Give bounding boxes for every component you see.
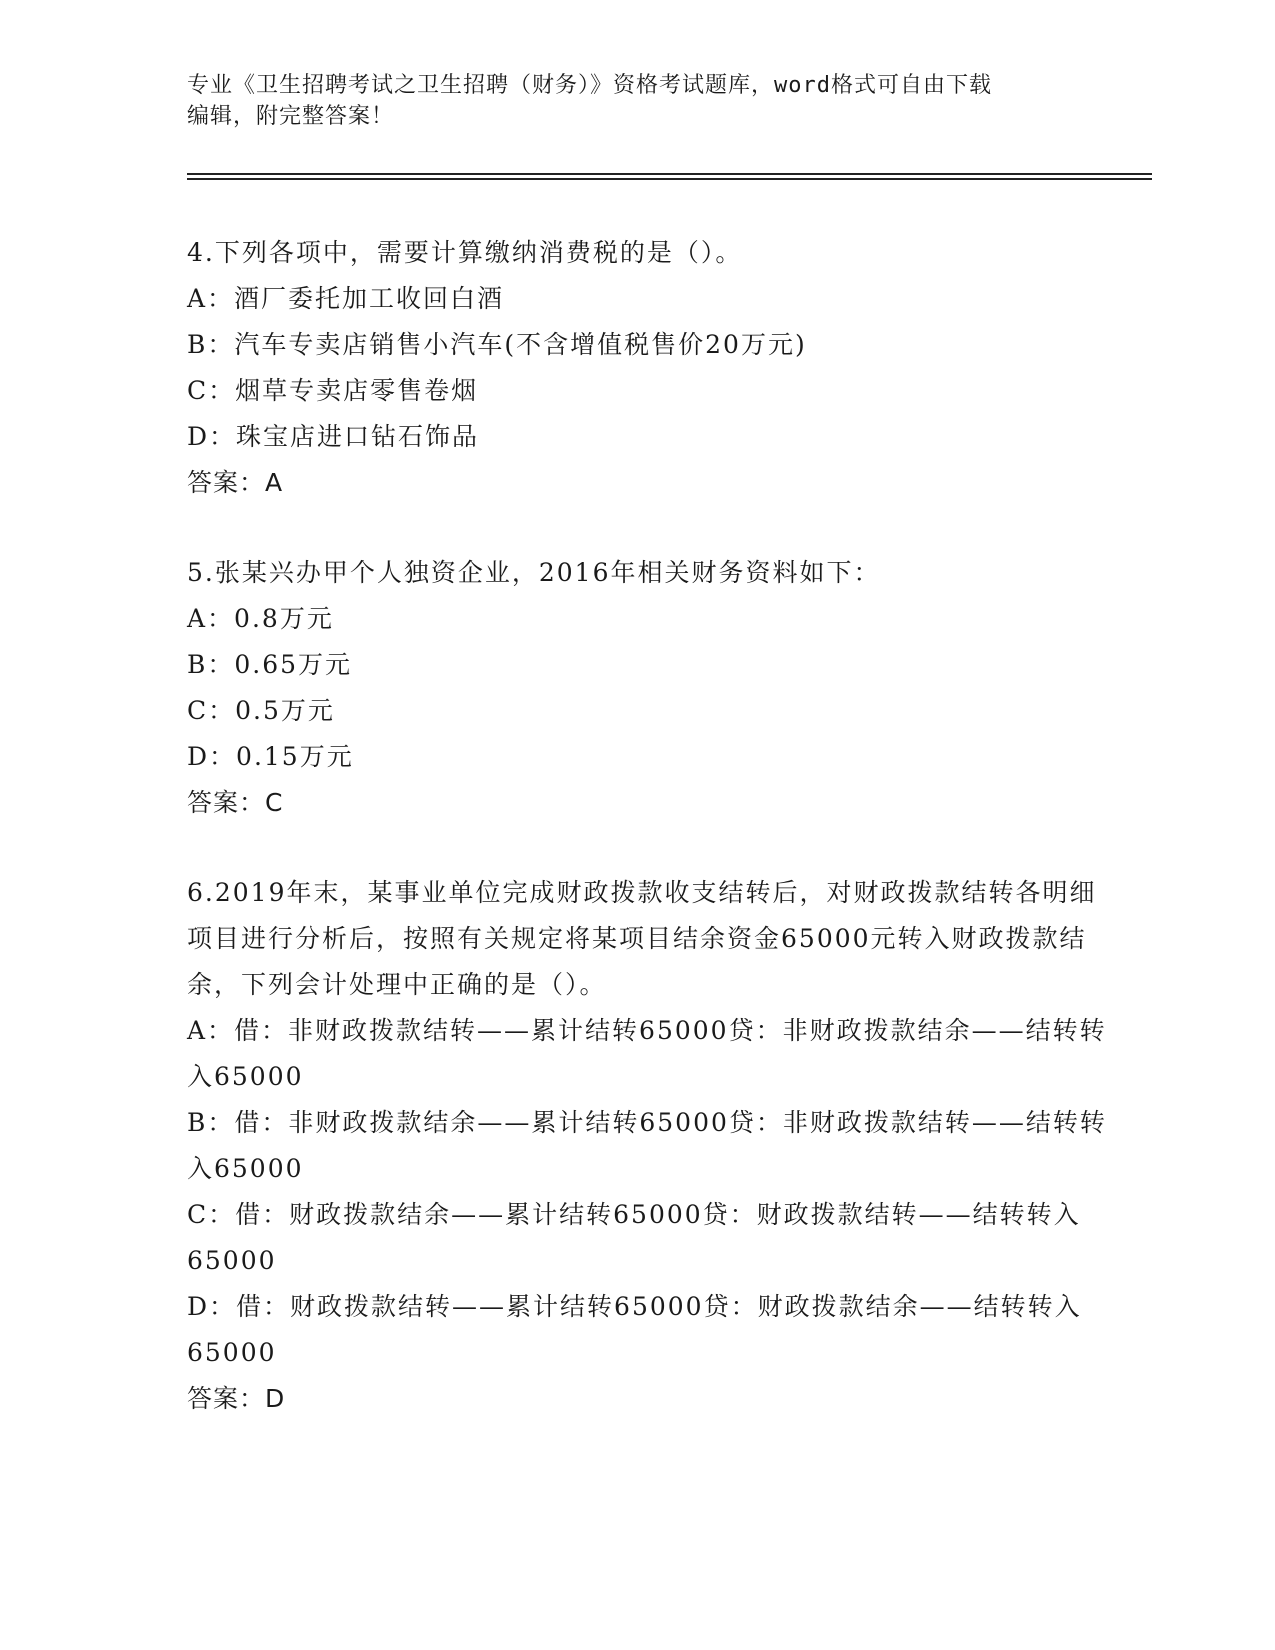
option-a: A：0.8万元	[187, 604, 334, 633]
header-rule-bottom	[187, 178, 1152, 180]
header-line-1: 专业《卫生招聘考试之卫生招聘（财务）》资格考试题库，word格式可自由下载	[187, 73, 992, 98]
option-d: D：珠宝店进口钻石饰品	[187, 422, 480, 451]
option-a: A：酒厂委托加工收回白酒	[187, 284, 505, 313]
question-stem: 6.2019年末，某事业单位完成财政拨款收支结转后，对财政拨款结转各明细项目进行分析后，按照有关规定将某项目结余资金65000元转入财政拨款结余，下列会计处理中正确的是（）。	[187, 878, 1097, 999]
option-c: C：0.5万元	[187, 696, 335, 725]
option-b: B：借：非财政拨款结余——累计结转65000贷：非财政拨款结转——结转转入65000	[187, 1108, 1107, 1183]
header-rule-top	[187, 173, 1152, 175]
answer: 答案：D	[187, 1384, 286, 1413]
answer: 答案：C	[187, 788, 284, 817]
question-4	[187, 230, 1117, 506]
option-d: D：0.15万元	[187, 742, 354, 771]
question-6	[187, 870, 1117, 1422]
question-list	[187, 230, 1117, 1466]
option-c: C：烟草专卖店零售卷烟	[187, 376, 479, 405]
question-stem: 4.下列各项中，需要计算缴纳消费税的是（）。	[187, 238, 743, 267]
option-d: D：借：财政拨款结转——累计结转65000贷：财政拨款结余——结转转入65000	[187, 1292, 1082, 1367]
question-5	[187, 550, 1117, 826]
option-a: A：借：非财政拨款结转——累计结转65000贷：非财政拨款结余——结转转入65000	[187, 1016, 1107, 1091]
answer: 答案：A	[187, 468, 284, 497]
option-b: B：汽车专卖店销售小汽车(不含增值税售价20万元)	[187, 330, 807, 359]
document-header	[187, 70, 1087, 132]
header-line-2: 编辑，附完整答案！	[187, 104, 395, 129]
question-stem: 5.张某兴办甲个人独资企业，2016年相关财务资料如下：	[187, 558, 881, 587]
option-b: B：0.65万元	[187, 650, 353, 679]
option-c: C：借：财政拨款结余——累计结转65000贷：财政拨款结转——结转转入65000	[187, 1200, 1081, 1275]
